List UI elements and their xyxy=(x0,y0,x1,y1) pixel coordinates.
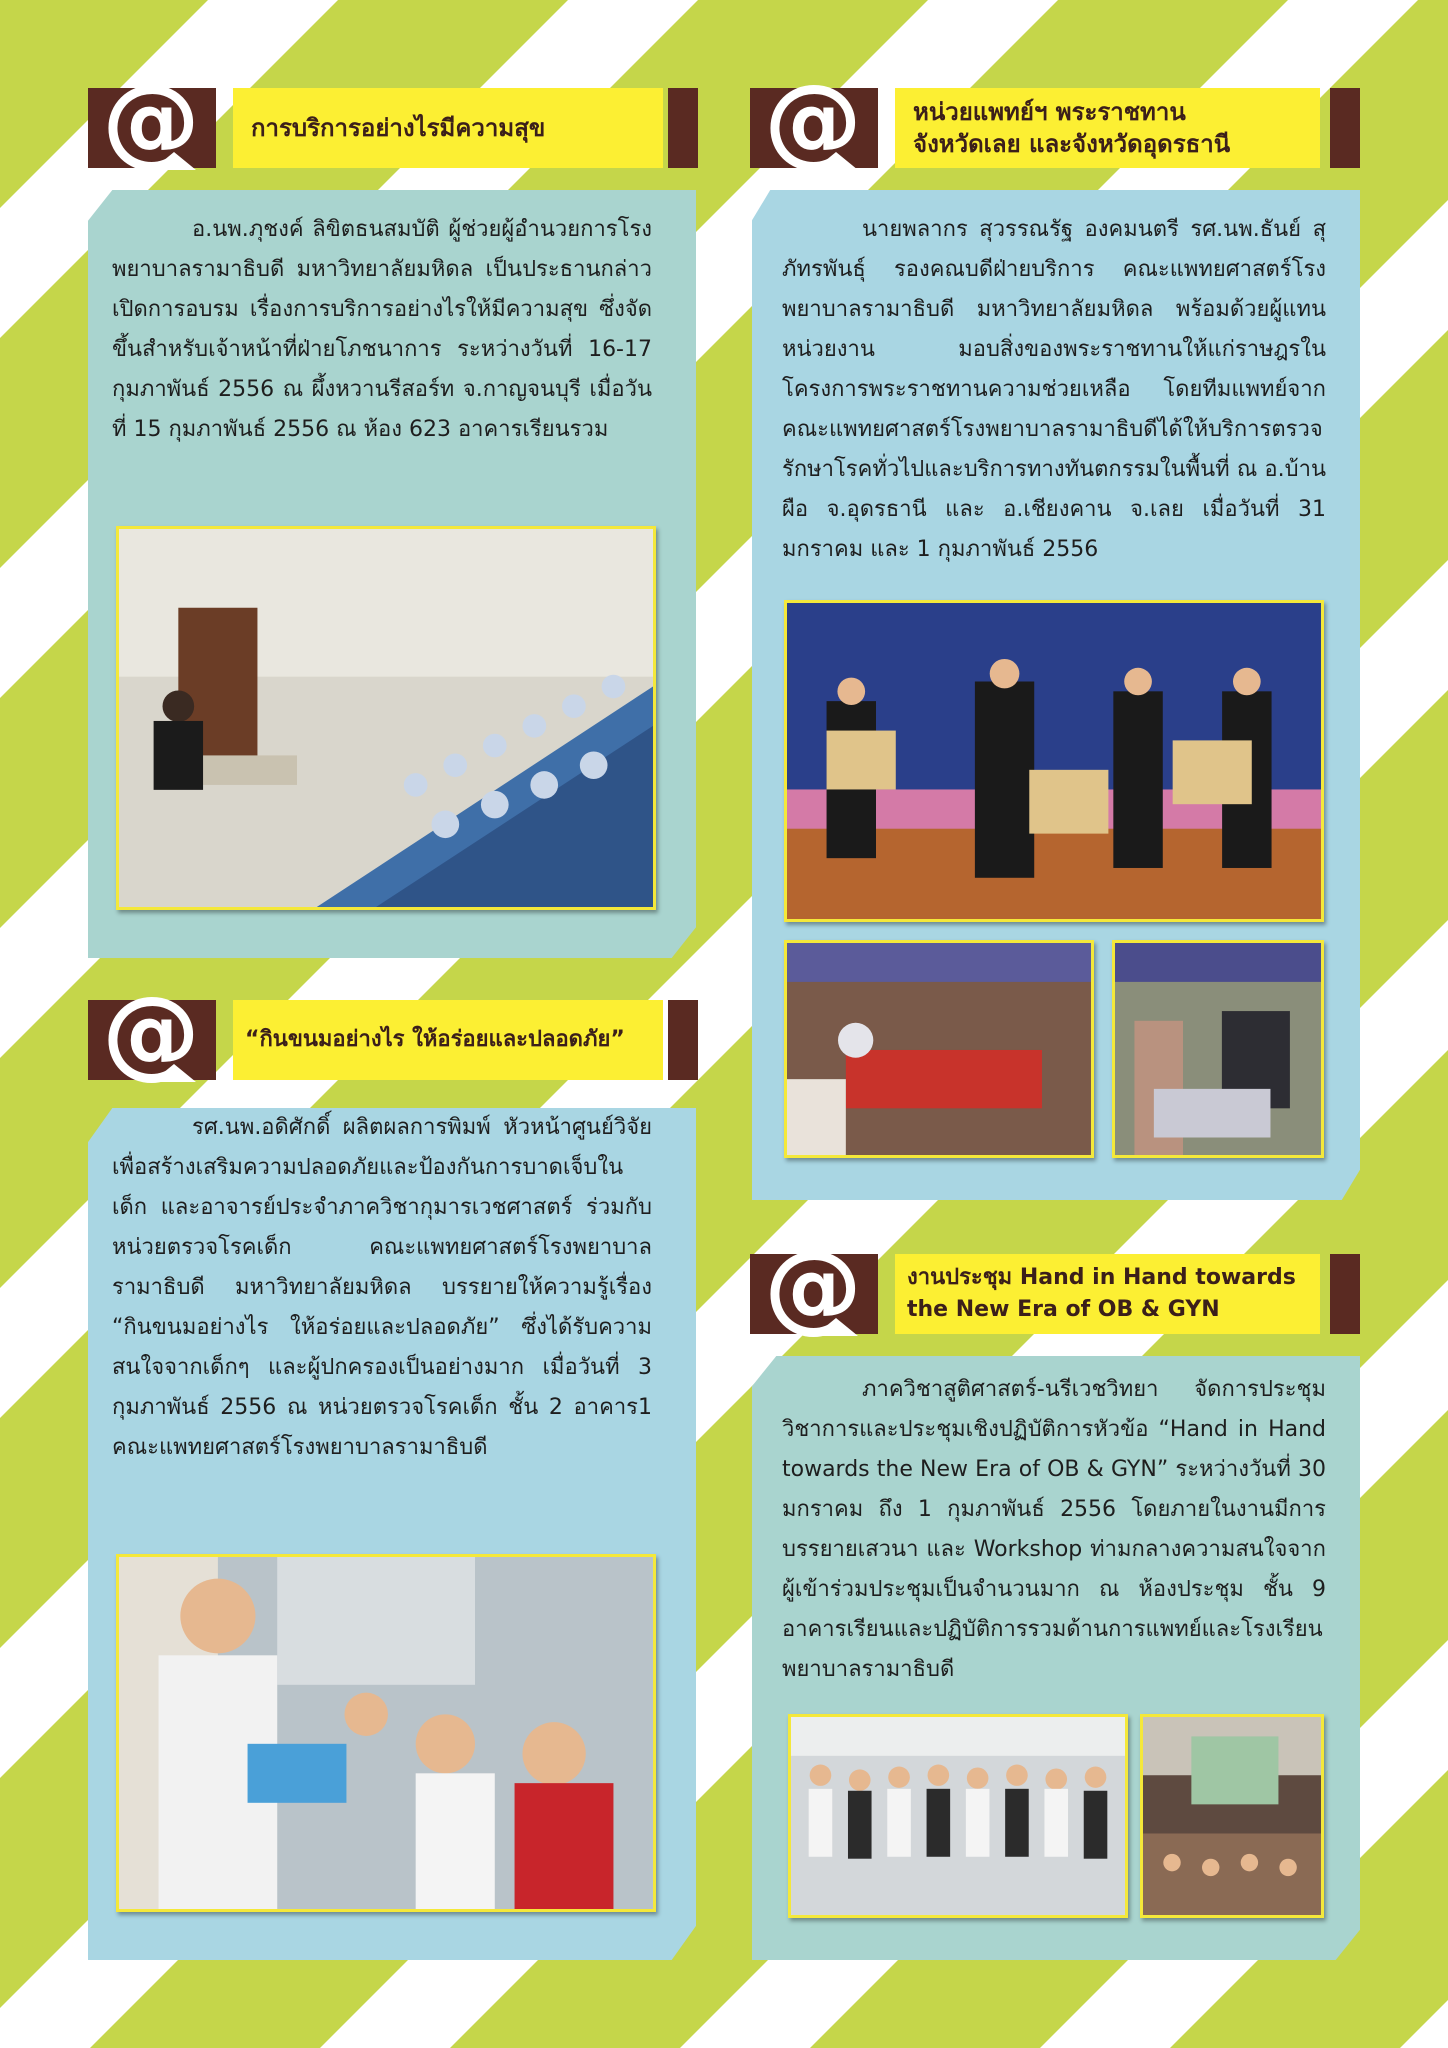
article-paragraph: ภาควิชาสูติศาสตร์-นรีเวชวิทยา จัดการประชุมวิชาการและประชุมเชิงปฏิบัติการหัวข้อ “Hand in Hand towards the New Era of OB & GYN” ระหว่างวันที่ 30 มกราคม ถึง 1 กุมภาพันธ์ 2556 โดยภายในงานมีการบรรยายเสวนา และ Workshop ท่ามกลางความสนใจจากผู้เข้าร่วมประชุมเป็นจำนวนมาก ณ ห้องประชุม ชั้น 9 อาคารเรียนและปฏิบัติการรวมด้านการแพทย์และโรงเรียนพยาบาลรามาธิบดี xyxy=(782,1377,1326,1682)
photo-children-snack-talk xyxy=(116,1554,656,1912)
section-title-line: “กินขนมอย่างไร ให้อร่อยและปลอดภัย” xyxy=(245,1027,625,1052)
section-title-bar xyxy=(895,88,1320,168)
article-body xyxy=(112,1108,652,1468)
article-paragraph: รศ.นพ.อดิศักดิ์ ผลิตผลการพิมพ์ หัวหน้าศูนย์วิจัยเพื่อสร้างเสริมความปลอดภัยและป้องกันการบาดเจ็บในเด็ก และอาจารย์ประจำภาควิชากุมารเวชศาสตร์ ร่วมกับหน่วยตรวจโรคเด็ก คณะแพทยศาสตร์โรงพยาบาลรามาธิบดี มหาวิทยาลัยมหิดล บรรยายให้ความรู้เรื่อง “กินขนมอย่างไร ให้อร่อยและปลอดภัย” ซึ่งได้รับความสนใจจากเด็กๆ และผู้ปกครองเป็นอย่างมาก เมื่อวันที่ 3 กุมภาพันธ์ 2556 ณ หน่วยตรวจโรคเด็ก ชั้น 2 อาคาร1 คณะแพทยศาสตร์โรงพยาบาลรามาธิบดี xyxy=(112,1115,652,1460)
article-paragraph: นายพลากร สุวรรณรัฐ องคมนตรี รศ.นพ.ธันย์ สุภัทรพันธุ์ รองคณบดีฝ่ายบริการ คณะแพทยศาสตร์โรงพยาบาลรามาธิบดี มหาวิทยาลัยมหิดล พร้อมด้วยผู้แทนหน่วยงาน มอบสิ่งของพระราชทานให้แก่ราษฎรในโครงการพระราชทานความช่วยเหลือ โดยทีมแพทย์จากคณะแพทยศาสตร์โรงพยาบาลรามาธิบดีได้ให้บริการตรวจรักษาโรคทั่วไปและบริการทางทันตกรรมในพื้นที่ ณ อ.บ้านผือ จ.อุดรธานี และ อ.เชียงคาน จ.เลย เมื่อวันที่ 31 มกราคม และ 1 กุมภาพันธ์ 2556 xyxy=(782,217,1326,562)
section-title-bar xyxy=(233,88,663,168)
photo-medical-checkup xyxy=(1112,940,1324,1158)
section-header-snack-safety xyxy=(88,976,698,1090)
section-title-bar xyxy=(895,1254,1320,1334)
photo-seminar-audience xyxy=(116,526,656,910)
section-title-line: การบริการอย่างไรมีความสุข xyxy=(251,114,546,142)
photo-royal-donation-ceremony xyxy=(784,600,1324,922)
at-sign-icon: @ xyxy=(750,1254,878,1334)
photo-conference-group xyxy=(788,1714,1128,1918)
article-paragraph: อ.นพ.ภุชงค์ ลิขิตธนสมบัติ ผู้ช่วยผู้อำนวยการโรงพยาบาลรามาธิบดี มหาวิทยาลัยมหิดล เป็นประธานกล่าวเปิดการอบรม เรื่องการบริการอย่างไรให้มีความสุข ซึ่งจัดขึ้นสำหรับเจ้าหน้าที่ฝ่ายโภชนาการ ระหว่างวันที่ 16-17 กุมภาพันธ์ 2556 ณ ผึ้งหวานรีสอร์ท จ.กาญจนบุรี เมื่อวันที่ 15 กุมภาพันธ์ 2556 ณ ห้อง 623 อาคารเรียนรวม xyxy=(112,217,652,442)
section-title-line: the New Era of OB & GYN xyxy=(907,1297,1220,1322)
photo-conference-hall xyxy=(1140,1714,1324,1918)
title-end-block xyxy=(1330,1254,1360,1334)
article-body xyxy=(782,1370,1326,1690)
title-end-block xyxy=(668,88,698,168)
section-title-line: งานประชุม Hand in Hand towards xyxy=(907,1265,1296,1290)
article-body xyxy=(112,210,652,450)
section-title-line: จังหวัดเลย และจังหวัดอุดรธานี xyxy=(913,130,1231,158)
title-end-block xyxy=(668,1000,698,1080)
at-sign-icon: @ xyxy=(88,88,216,168)
article-body xyxy=(782,210,1326,570)
section-title-line: หน่วยแพทย์ฯ พระราชทาน xyxy=(913,98,1186,126)
title-end-block xyxy=(1330,88,1360,168)
photo-dental-service xyxy=(784,940,1094,1158)
at-sign-icon: @ xyxy=(750,88,878,168)
section-header-royal-medical-unit xyxy=(750,64,1360,178)
section-header-ob-gyn-conference xyxy=(750,1230,1360,1344)
section-title-bar xyxy=(233,1000,663,1080)
at-sign-icon: @ xyxy=(88,1000,216,1080)
section-header-service xyxy=(88,64,698,178)
